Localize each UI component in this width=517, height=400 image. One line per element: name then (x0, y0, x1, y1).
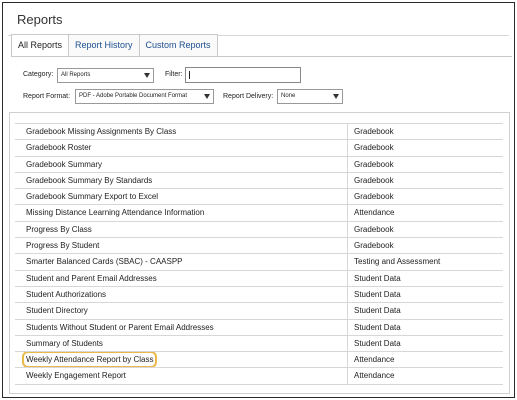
report-name-cell (15, 303, 348, 318)
tab-all-reports[interactable]: All Reports (11, 34, 69, 57)
report-category-cell: Attendance (354, 208, 395, 218)
report-name-cell (15, 189, 348, 204)
report-tabs (11, 34, 218, 57)
report-name-link[interactable]: Gradebook Summary By Standards (26, 175, 153, 185)
tab-custom-reports[interactable]: Custom Reports (140, 34, 218, 57)
report-name-cell (15, 205, 348, 220)
report-name-cell (15, 157, 348, 172)
report-format-select-value: PDF - Adobe Portable Document Format (79, 93, 188, 99)
filter-label: Filter: (165, 71, 183, 78)
filter-bar (11, 57, 512, 112)
report-category-cell: Gradebook (354, 143, 394, 153)
report-row[interactable] (15, 238, 503, 254)
report-name-link[interactable]: Gradebook Summary (26, 159, 103, 169)
report-row[interactable] (15, 303, 503, 319)
report-name-cell (15, 140, 348, 155)
report-row[interactable] (15, 140, 503, 156)
report-category-cell: Gradebook (354, 127, 394, 136)
text-cursor (189, 71, 190, 79)
report-format-label: Report Format: (23, 93, 71, 100)
report-category-cell: Testing and Assessment (354, 257, 441, 267)
category-select[interactable] (57, 68, 154, 83)
report-name-cell (15, 287, 348, 302)
report-category-cell: Gradebook (354, 241, 394, 251)
tab-report-history[interactable]: Report History (69, 34, 140, 57)
report-format-select[interactable] (75, 89, 214, 104)
report-row[interactable] (15, 271, 503, 287)
report-name-link[interactable]: Progress By Class (26, 224, 92, 234)
report-row[interactable] (15, 320, 503, 336)
report-name-link[interactable]: Summary of Students (26, 338, 103, 348)
report-category-cell: Attendance (354, 355, 395, 365)
report-name-cell (15, 368, 348, 383)
report-category-cell: Student Data (354, 306, 401, 316)
report-category-cell: Gradebook (354, 159, 394, 169)
report-row[interactable] (15, 287, 503, 303)
report-category-cell: Attendance (354, 371, 395, 381)
report-name-link[interactable]: Weekly Attendance Report by Class (26, 355, 154, 365)
report-row[interactable] (15, 352, 503, 368)
report-delivery-select-value: None (281, 93, 296, 99)
report-category-cell: Student Data (354, 273, 401, 283)
report-name-cell (15, 271, 348, 286)
report-name-link[interactable]: Student Authorizations (26, 289, 107, 299)
report-name-link[interactable]: Smarter Balanced Cards (SBAC) - CAASPP (26, 257, 183, 267)
report-row[interactable] (15, 368, 503, 384)
report-category-cell: Gradebook (354, 224, 394, 234)
report-name-cell (15, 320, 348, 335)
report-delivery-label: Report Delivery: (223, 93, 274, 100)
report-name-link[interactable]: Weekly Engagement Report (26, 371, 126, 381)
report-row[interactable] (15, 254, 503, 270)
report-name-link[interactable]: Gradebook Roster (26, 143, 92, 153)
report-row[interactable] (15, 336, 503, 352)
report-row[interactable] (15, 157, 503, 173)
filter-input[interactable] (185, 67, 301, 83)
report-name-cell (15, 222, 348, 237)
report-row[interactable] (15, 222, 503, 238)
report-delivery-select[interactable] (277, 89, 343, 104)
report-category-cell: Student Data (354, 322, 401, 332)
report-name-link[interactable]: Gradebook Missing Assignments By Class (26, 127, 177, 136)
report-row[interactable] (15, 173, 503, 189)
report-category-cell: Student Data (354, 289, 401, 299)
page-title: Reports (17, 12, 63, 27)
report-name-link[interactable]: Student and Parent Email Addresses (26, 273, 157, 283)
report-category-cell: Gradebook (354, 192, 394, 202)
reports-table (15, 123, 503, 385)
report-name-cell (15, 336, 348, 351)
chevron-down-icon (204, 94, 210, 99)
report-row[interactable] (15, 124, 503, 140)
category-select-value: All Reports (61, 72, 91, 78)
report-name-link[interactable]: Student Directory (26, 306, 88, 316)
chevron-down-icon (333, 94, 339, 99)
report-name-cell (15, 173, 348, 188)
chevron-down-icon (144, 73, 150, 78)
report-category-cell: Gradebook (354, 175, 394, 185)
report-name-cell (15, 238, 348, 253)
report-name-link[interactable]: Gradebook Summary Export to Excel (26, 192, 159, 202)
report-name-cell (15, 124, 348, 139)
report-name-cell (15, 254, 348, 269)
report-category-cell: Student Data (354, 338, 401, 348)
report-row[interactable] (15, 205, 503, 221)
report-name-link[interactable]: Students Without Student or Parent Email Addresses (26, 322, 214, 332)
report-name-cell (15, 352, 348, 367)
report-row[interactable] (15, 189, 503, 205)
category-label: Category: (23, 71, 54, 78)
report-name-link[interactable]: Progress By Student (26, 241, 100, 251)
report-name-link[interactable]: Missing Distance Learning Attendance Information (26, 208, 205, 218)
